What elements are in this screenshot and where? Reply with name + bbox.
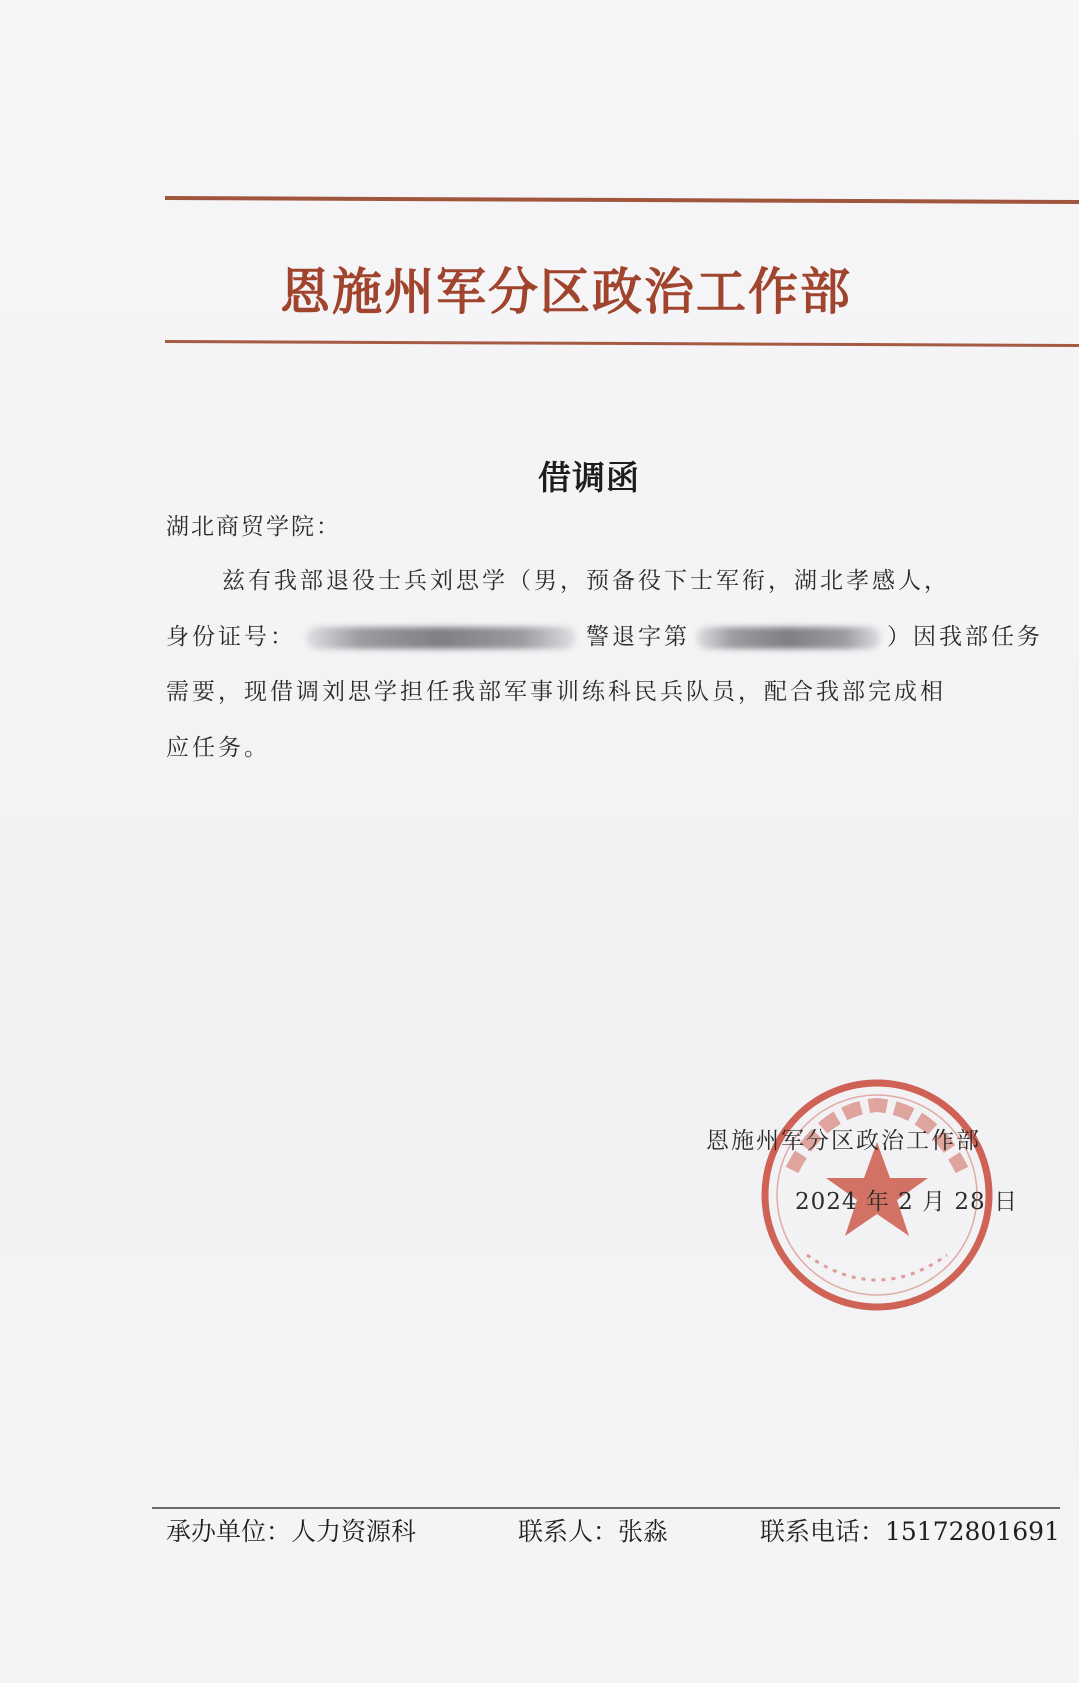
body-line-2-suffix: ）因我部任务	[887, 624, 1043, 650]
footer-phone: 联系电话：15172801691	[760, 1517, 1060, 1546]
document-title: 借调函	[538, 458, 640, 497]
footer-contact: 联系人：张淼	[518, 1517, 669, 1546]
discharge-label: 警退字第	[586, 624, 690, 650]
redacted-discharge-number	[696, 627, 881, 649]
letterhead-top-rule	[165, 196, 1079, 204]
redacted-id-number	[306, 627, 576, 649]
letterhead-org-name: 恩施州军分区政治工作部	[280, 262, 852, 321]
body-line-1: 兹有我部退役士兵刘思学（男，预备役下士军衔，湖北孝感人，	[222, 568, 950, 594]
body-line-4: 应任务。	[166, 735, 270, 761]
body-line-2	[166, 618, 1043, 651]
signature-org: 恩施州军分区政治工作部	[706, 1128, 981, 1154]
footer-rule	[152, 1507, 1060, 1509]
body-line-3: 需要，现借调刘思学担任我部军事训练科民兵队员，配合我部完成相	[166, 679, 946, 705]
footer-unit: 承办单位：人力资源科	[166, 1517, 417, 1546]
signature-date: 2024 年 2 月 28 日	[795, 1189, 1018, 1215]
letterhead-bottom-rule	[165, 340, 1079, 347]
id-label: 身份证号：	[166, 624, 296, 650]
addressee: 湖北商贸学院：	[166, 514, 341, 540]
